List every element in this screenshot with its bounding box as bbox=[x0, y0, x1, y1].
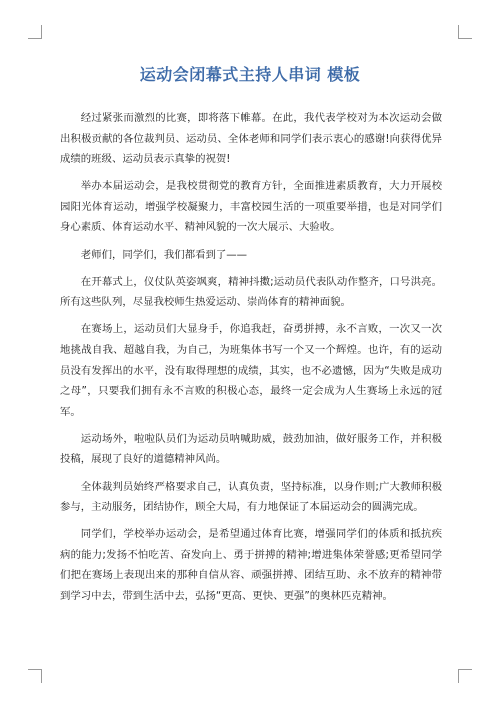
crop-mark-bottom-left-h bbox=[28, 669, 42, 670]
paragraph: 全体裁判员始终严格要求自己，认真负责，坚持标准，以身作则;广大教师积极参与，主动服务，团结协作，顾全大局，有力地保证了本届运动会的圆满完成。 bbox=[60, 480, 442, 514]
crop-mark-top-left-h bbox=[28, 38, 42, 39]
paragraph: 老师们，同学们，我们都看到了—— bbox=[80, 248, 248, 261]
crop-mark-top-right-h bbox=[458, 38, 472, 39]
paragraph: 在赛场上，运动员们大显身手，你追我赶，奋勇拼搏，永不言败，一次又一次地挑战自我、超越自我，为自己，为班集体书写一个又一个辉煌。也许，有的运动员没有发挥出的水平，没有取得理想的成绩，其实，也不必遗憾，因为“失败是成功之母”，只要我们拥有永不言败的积极心态，最终一定会成为人生赛场上永远的冠军。 bbox=[60, 323, 442, 418]
paragraph: 运动场外，啦啦队员们为运动员呐喊助威，鼓劲加油，做好服务工作，并积极投稿，展现了良好的道德精神风尚。 bbox=[60, 432, 442, 466]
document-title: 运动会闭幕式主持人串词 模板 bbox=[139, 65, 361, 84]
paragraph: 同学们，学校举办运动会，是希望通过体育比赛，增强同学们的体质和抵抗疾病的能力;发扬不怕吃苦、奋发向上、勇于拼搏的精神;增进集体荣誉感;更希望同学们把在赛场上表现出来的那种自信从容、顽强拼搏、团结互助、永不放弃的精神带到学习中去，带到生活中去，弘扬“更高、更快、更强”的奥林匹克精神。 bbox=[60, 528, 442, 602]
crop-mark-top-left-v bbox=[41, 25, 42, 39]
crop-mark-bottom-right-v bbox=[458, 669, 459, 683]
document-body bbox=[60, 108, 442, 613]
paragraph: 举办本届运动会，是我校贯彻党的教育方针，全面推进素质教育，大力开展校园阳光体育运动，增强学校凝聚力，丰富校园生活的一项重要举措，也是对同学们身心素质、体育运动水平、精神风貌的一次大展示、大验收。 bbox=[60, 180, 442, 234]
crop-mark-bottom-right-h bbox=[458, 669, 472, 670]
crop-mark-bottom-left-v bbox=[41, 669, 42, 683]
paragraph: 经过紧张而激烈的比赛，即将落下帷幕。在此，我代表学校对为本次运动会做出积极贡献的各位裁判员、运动员、全体老师和同学们表示衷心的感谢!向获得优异成绩的班级、运动员表示真挚的祝贺! bbox=[60, 112, 442, 166]
paragraph: 在开幕式上，仪仗队英姿飒爽，精神抖擞;运动员代表队动作整齐，口号洪亮。所有这些队列，尽显我校师生热爱运动、崇尚体育的精神面貌。 bbox=[60, 275, 442, 309]
crop-mark-top-right-v bbox=[458, 25, 459, 39]
